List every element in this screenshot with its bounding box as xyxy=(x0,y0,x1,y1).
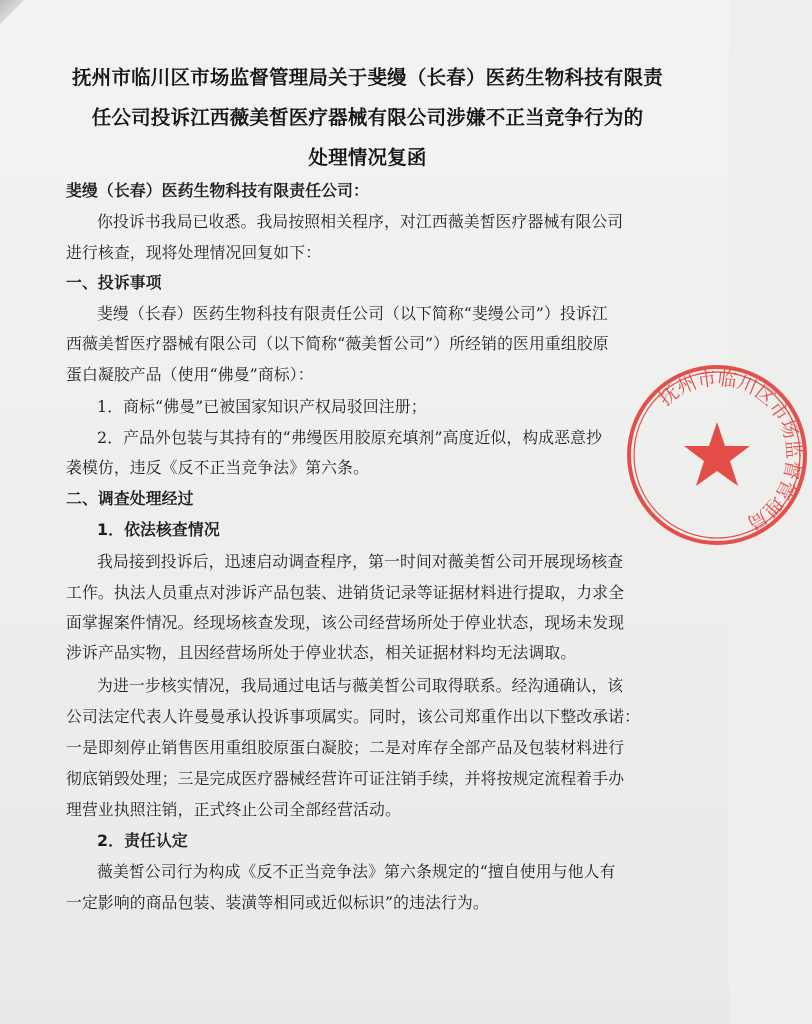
complaint-item-2: 袭模仿，违反《反不正当竞争法》第六条。 xyxy=(66,458,369,477)
complaint-item-1: 1．商标“佛曼”已被国家知识产权局驳回注册； xyxy=(97,397,427,416)
official-seal xyxy=(622,360,812,550)
title-line-1: 抚州市临川区市场监督管理局关于斐缦（长春）医药生物科技有限责 xyxy=(71,66,663,89)
contact-para-line: 公司法定代表人许曼曼承认投诉事项属实。同时，该公司郑重作出以下整改承诺： xyxy=(66,707,641,726)
contact-para-line: 一是即刻停止销售医用重组胶原蛋白凝胶；二是对库存全部产品及包装材料进行 xyxy=(66,738,625,757)
title-line-2: 任公司投诉江西薇美皙医疗器械有限公司涉嫌不正当竞争行为的 xyxy=(91,106,644,129)
section-heading-complaint: 一、投诉事项 xyxy=(66,273,162,292)
complaint-para-line: 西薇美皙医疗器械有限公司（以下简称“薇美皙公司”）所经销的医用重组胶原 xyxy=(66,334,609,353)
subsection-heading-verification: 1．依法核查情况 xyxy=(97,520,220,539)
seal-star-icon xyxy=(684,422,750,486)
verification-para-line: 面掌握案件情况。经现场核查发现，该公司经营场所处于停业状态，现场未发现 xyxy=(66,613,625,632)
verification-para-line: 涉诉产品实物，且因经营场所处于停业状态，相关证据材料均无法调取。 xyxy=(66,643,577,662)
contact-para-line: 理营业执照注销，正式终止公司全部经营活动。 xyxy=(66,800,401,819)
verification-para-line: 工作。执法人员重点对涉诉产品包装、进销货记录等证据材料进行提取，力求全 xyxy=(66,583,625,602)
complaint-para-line: 斐缦（长春）医药生物科技有限责任公司（以下简称“斐缦公司”）投诉江 xyxy=(97,304,608,323)
liability-para-line: 薇美皙公司行为构成《反不正当竞争法》第六条规定的“擅自使用与他人有 xyxy=(97,862,616,881)
intro-line: 进行核查，现将处理情况回复如下： xyxy=(66,243,322,262)
contact-para-line: 彻底销毁处理；三是完成医疗器械经营许可证注销手续，并将按规定流程着手办 xyxy=(66,769,625,788)
section-heading-investigation: 二、调查处理经过 xyxy=(66,489,194,508)
contact-para-line: 为进一步核实情况，我局通过电话与薇美皙公司取得联系。经沟通确认，该 xyxy=(97,676,624,695)
seal-text-path: 抚州市临川区市场监督管理局 xyxy=(654,367,805,534)
complaint-item-2: 2．产品外包装与其持有的“弗缦医用胶原充填剂”高度近似，构成恶意抄 xyxy=(97,428,603,447)
complaint-para-line: 蛋白凝胶产品（使用“佛曼”商标）： xyxy=(66,365,314,384)
verification-para-line: 我局接到投诉后，迅速启动调查程序，第一时间对薇美皙公司开展现场核查 xyxy=(97,552,624,571)
title-line-3: 处理情况复函 xyxy=(308,146,427,169)
liability-para-line: 一定影响的商品包装、装潢等相同或近似标识”的违法行为。 xyxy=(66,893,489,912)
salutation: 斐缦（长春）医药生物科技有限责任公司： xyxy=(66,181,369,200)
folded-corner xyxy=(0,0,30,30)
intro-line: 你投诉书我局已收悉。我局按照相关程序，对江西薇美皙医疗器械有限公司 xyxy=(97,212,624,231)
subsection-heading-liability: 2．责任认定 xyxy=(97,831,188,850)
